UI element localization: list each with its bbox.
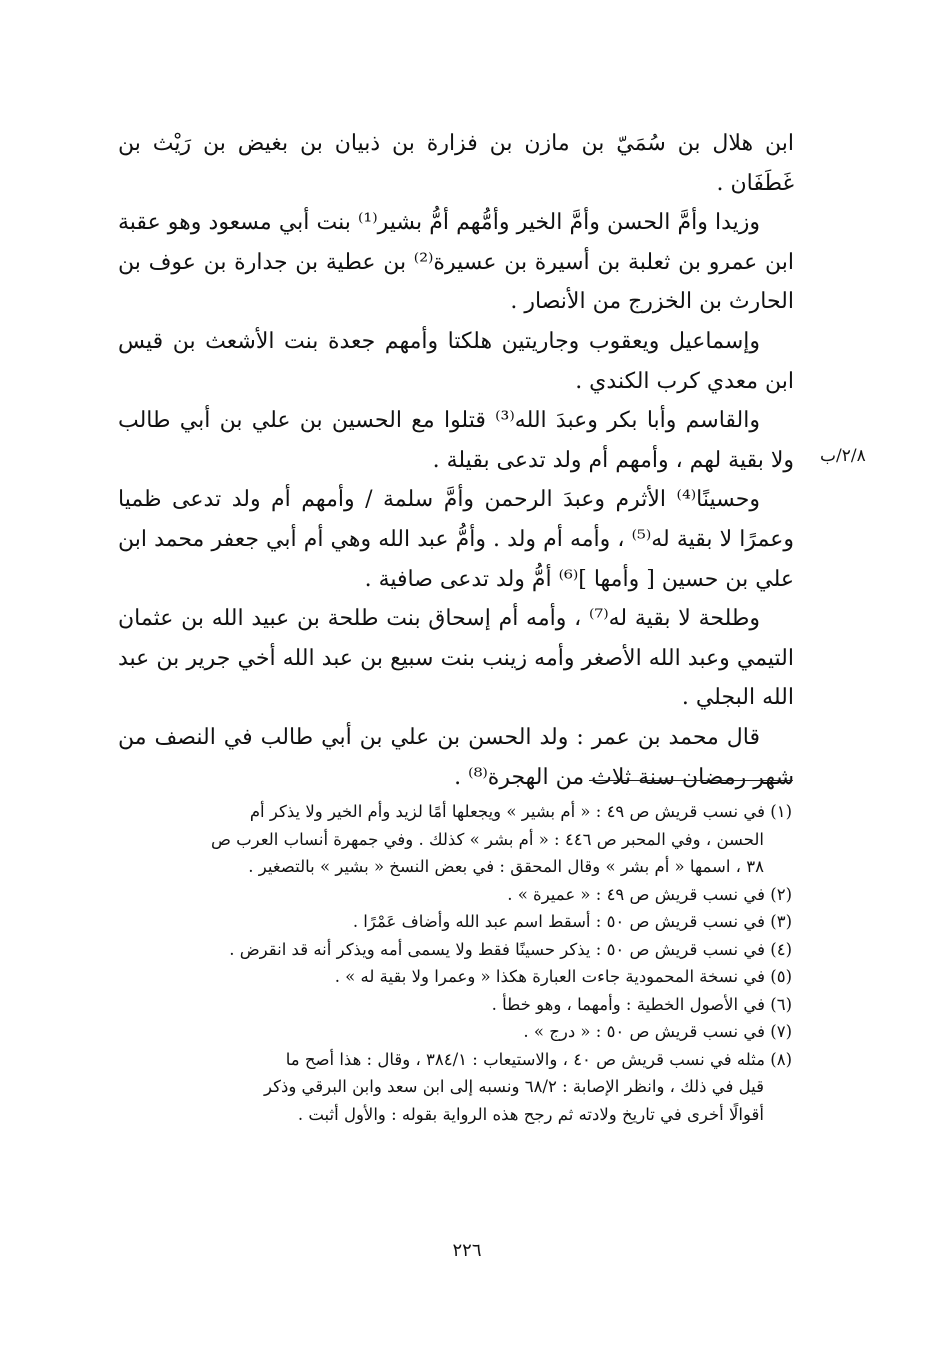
footnote-number: (٨)	[770, 1049, 792, 1069]
footnote-number: (١)	[770, 802, 792, 821]
paragraph-1: ابن هلال بن سُمَيّ بن مازن بن فزارة بن ذبيان بن بغيض بن رَيْث بن غَطَفَان .	[118, 131, 794, 196]
footnote-5	[128, 963, 792, 991]
footnote-1	[128, 798, 792, 881]
footnote-number: (٥)	[770, 967, 792, 986]
main-text	[118, 124, 794, 797]
footnote-text-continued: الحسن ، وفي المحبر ص ٤٤٦ : « أم بشر » كذلك . وفي جمهرة أنساب العرب ص	[210, 829, 764, 849]
footnotes	[128, 798, 792, 1128]
footnote-number: (٢)	[770, 884, 792, 904]
footnote-2	[128, 881, 792, 909]
paragraph-6: وطلحة لا بقية له⁽⁷⁾ ، وأمه أم إسحاق بنت طلحة بن عبيد الله بن عثمان التيمي وعبد الله الأصغر وأمه زينب بنت سبيع بن عبد الله أخي جرير بن عبد الله البجلي .	[118, 606, 794, 711]
paragraph-2: وزيدا وأمَّ الحسن وأمَّ الخير وأمُّهم أمُّ بشير⁽¹⁾ بنت أبي مسعود وهو عقبة ابن عمرو بن ثعلبة بن أسيرة بن عسيرة⁽²⁾ بن عطية بن جدارة بن عوف بن الحارث بن الخزرج من الأنصار .	[118, 210, 794, 315]
footnote-text: في نسب قريش ص ٥٠ : يذكر حسينًا فقط ولا يسمى أمه ويذكر أنه قد انقرض .	[229, 939, 765, 959]
footnote-8	[128, 1046, 792, 1129]
paragraph-4: والقاسم وأبا بكر وعبدَ الله⁽³⁾ قتلوا مع الحسين بن علي بن أبي طالب ولا بقية لهم ، وأمهم أم ولد تدعى بقيلة .	[118, 408, 794, 473]
paragraph-5: وحسينًا⁽⁴⁾ الأثرم وعبدَ الرحمن وأمَّ سلمة / وأمهم أم ولد تدعى ظميا وعمرًا لا بقية له⁽⁵⁾ ، وأمه أم ولد . وأمُّ عبد الله وهي أم أبي جعفر محمد ابن علي بن حسين [ وأمها ]⁽⁶⁾ أمُّ ولد تدعى صافية .	[118, 487, 794, 592]
margin-folio-note: ٢/٨/ب	[820, 446, 866, 466]
footnote-divider	[589, 780, 793, 781]
footnote-number: (٧)	[770, 1022, 792, 1041]
footnote-number: (٤)	[770, 939, 792, 959]
footnote-text: في نسب قريش ص ٤٩ : « عميرة » .	[507, 884, 765, 904]
footnote-number: (٦)	[770, 994, 792, 1014]
footnote-text: في نسب قريش ص ٤٩ : « أم بشير » ويجعلها أمًا لزيد وأم الخير ولا يذكر أم	[249, 802, 765, 821]
footnote-text-continued: ٣٨ ، اسمها « أم بشر » وقال المحقق : في بعض النسخ « بشير » بالتصغير .	[248, 857, 764, 876]
footnote-text: في الأصول الخطية : وأمهما ، وهو خطأ .	[491, 994, 765, 1014]
footnote-text-continued: قيل في ذلك ، وانظر الإصابة : ٦٨/٢ ونسبه إلى ابن سعد وابن البرقي وذكر	[264, 1077, 764, 1096]
page-number: ٢٢٦	[452, 1240, 482, 1261]
footnote-6	[128, 991, 792, 1019]
footnote-7	[128, 1018, 792, 1046]
footnote-3	[128, 908, 792, 936]
footnote-number: (٣)	[770, 912, 792, 931]
footnote-text: في نسخة المحمودية جاءت العبارة هكذا « وعمرا ولا بقية له » .	[334, 967, 765, 986]
footnote-text-continued: أقوالًا أخرى في تاريخ ولادته ثم رجح هذه الرواية بقوله : والأول أثبت .	[297, 1104, 764, 1124]
footnote-text: في نسب قريش ص ٥٠ : « درج » .	[523, 1022, 765, 1041]
paragraph-7: قال محمد بن عمر : ولد الحسن بن علي بن أبي طالب في النصف من شهر رمضان سنة ثلاث من الهجرة⁽⁸⁾ .	[118, 724, 794, 790]
footnote-4	[128, 936, 792, 964]
footnote-text: في نسب قريش ص ٥٠ : أسقط اسم عبد الله وأضاف عَمْرًا .	[352, 912, 765, 931]
paragraph-3: وإسماعيل ويعقوب وجاريتين هلكتا وأمهم جعدة بنت الأشعث بن قيس ابن معدي كرب الكندي .	[118, 328, 794, 394]
footnote-text: مثله في نسب قريش ص ٤٠ ، والاستيعاب : ٣٨٤/١ ، وقال : هذا أصح ما	[285, 1049, 765, 1069]
